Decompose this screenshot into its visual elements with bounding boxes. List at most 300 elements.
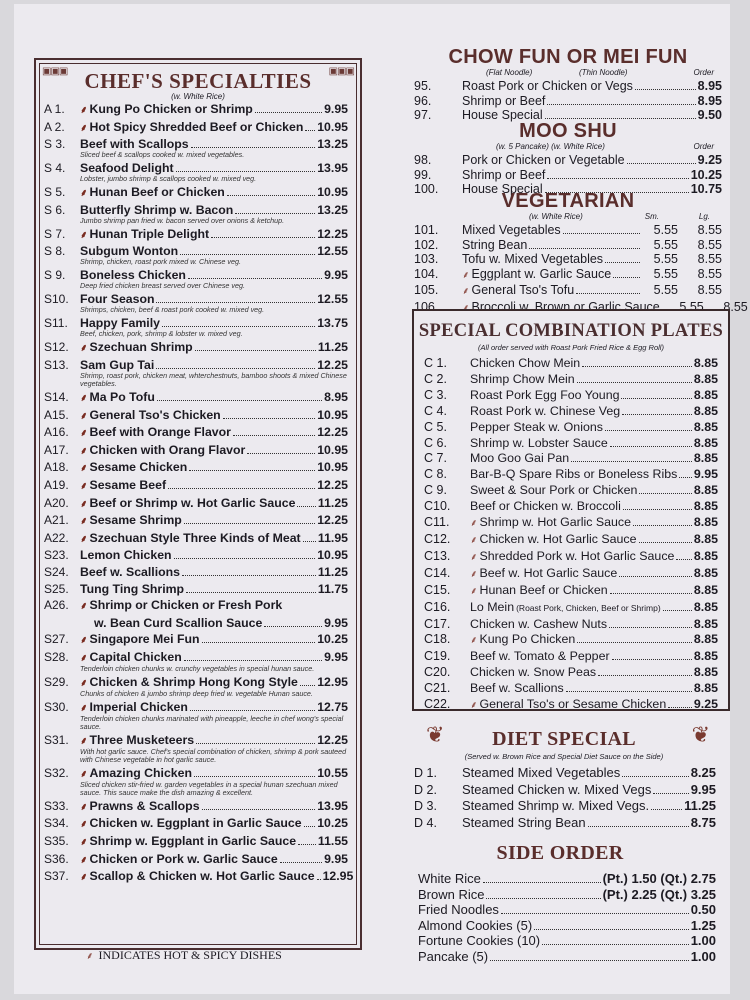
menu-item — [414, 153, 722, 168]
dot-leader — [298, 844, 316, 845]
item-price: (Pt.) 2.25 (Qt.) 3.25 — [602, 886, 716, 902]
dot-leader — [588, 826, 689, 827]
menu-item — [424, 665, 718, 681]
item-name: Tung Ting Shrimp — [80, 581, 185, 596]
column-header: Lg. — [698, 212, 710, 221]
item-name: Beef w. Scallions — [470, 681, 564, 696]
chef-items — [44, 102, 354, 887]
price-small: 5.55 — [653, 237, 678, 252]
section-title: CHEF'S SPECIALTIES — [84, 69, 312, 93]
item-price: 10.75 — [690, 182, 722, 197]
item-description: Deep fried chicken breast served over Chinese veg. — [80, 281, 246, 291]
menu-item — [418, 918, 716, 934]
item-price: 8.85 — [693, 371, 718, 386]
item-name: Ma Po Tofu — [89, 389, 155, 404]
dot-leader — [304, 826, 316, 827]
item-price: 8.85 — [693, 565, 718, 580]
item-name: Pork or Chicken or Vegetable — [462, 153, 625, 167]
menu-item — [44, 799, 348, 815]
price-large: 8.55 — [697, 266, 722, 281]
chili-icon: ⸙ — [80, 635, 88, 647]
item-name: Szechuan Shrimp — [89, 340, 193, 355]
item-number: S24. — [44, 564, 69, 579]
item-name: Lemon Chicken — [80, 548, 172, 563]
chili-icon: ⸙ — [80, 652, 88, 664]
item-price: 8.25 — [690, 765, 716, 780]
item-price: 12.55 — [317, 292, 348, 307]
dot-leader — [529, 248, 640, 249]
item-name: Beef with Scallops — [80, 137, 189, 152]
item-name: Sesame Shrimp — [89, 513, 182, 528]
item-number: A26. — [44, 598, 69, 613]
item-name: Chicken & Shrimp Hong Kong Style — [89, 674, 298, 689]
chili-icon: ⸙ — [80, 735, 88, 747]
chili-icon: ⸙ — [80, 229, 88, 241]
section-title: CHOW FUN OR MEI FUN — [448, 46, 688, 68]
item-name: Roast Pork or Chicken or Vegs — [462, 79, 633, 93]
item-price: 8.85 — [693, 531, 718, 546]
item-price: 9.95 — [324, 268, 348, 283]
chili-icon: ⸙ — [470, 568, 478, 580]
menu-item — [414, 238, 722, 253]
item-number: S 5. — [44, 185, 66, 200]
dot-leader — [610, 593, 692, 594]
dot-leader — [609, 627, 692, 628]
item-price: 11.25 — [317, 564, 348, 579]
menu-item — [414, 168, 722, 183]
dot-leader — [610, 446, 692, 447]
item-number: A21. — [44, 513, 69, 528]
item-number: C 9. — [424, 483, 447, 498]
item-name: Amazing Chicken — [89, 765, 192, 780]
item-price: 10.25 — [317, 632, 348, 647]
dot-leader — [176, 171, 316, 172]
item-price: 10.95 — [317, 442, 348, 457]
chili-icon: ⸙ — [470, 585, 478, 597]
dot-leader — [653, 793, 688, 794]
item-price: 8.85 — [693, 387, 718, 402]
item-price: 10.95 — [317, 185, 348, 200]
dot-leader — [622, 414, 692, 415]
menu-item — [424, 356, 718, 372]
dot-leader — [635, 89, 696, 90]
item-name: Boneless Chicken — [80, 268, 186, 283]
item-name: Chicken with Orang Flavor — [89, 442, 246, 457]
menu-item — [424, 583, 718, 600]
item-number: C 8. — [424, 467, 447, 482]
dot-leader — [486, 898, 600, 899]
item-number: C21. — [424, 681, 451, 696]
item-name: Sweet & Sour Pork or Chicken — [470, 483, 638, 498]
dot-leader — [633, 525, 692, 526]
dot-leader — [582, 366, 692, 367]
item-name: Chicken w. Cashew Nuts — [470, 616, 608, 631]
item-name: Beef w. Scallions — [80, 564, 181, 579]
item-price: 12.25 — [317, 513, 348, 528]
chili-icon: ⸙ — [462, 269, 470, 281]
item-name: Shrimp or Beef — [462, 93, 546, 108]
dot-leader — [184, 660, 322, 661]
item-name: Szechuan Style Three Kinds of Meat — [89, 530, 301, 545]
dot-leader — [305, 130, 315, 131]
dot-leader — [547, 178, 688, 179]
chili-icon: ⸙ — [470, 635, 478, 647]
item-name: Hunan Triple Delight — [89, 226, 210, 241]
dot-leader — [280, 862, 322, 863]
item-number: C17. — [424, 616, 451, 631]
dot-leader — [663, 610, 692, 611]
item-price: 12.75 — [317, 699, 348, 714]
chili-icon: ⸙ — [470, 700, 478, 712]
menu-item — [418, 902, 716, 918]
section-title: DIET SPECIAL — [492, 728, 636, 750]
item-price: 1.00 — [690, 948, 716, 964]
chili-icon: ⸙ — [80, 188, 88, 200]
item-number: 95. — [414, 79, 432, 93]
item-number: 102. — [414, 237, 439, 252]
item-number: D 1. — [414, 766, 437, 780]
item-price: 8.85 — [693, 403, 718, 418]
item-price: 11.95 — [317, 530, 348, 545]
dot-leader — [483, 882, 601, 883]
dot-leader — [605, 262, 640, 263]
item-number: C18. — [424, 632, 451, 647]
item-name: Chicken Chow Mein — [470, 356, 581, 370]
item-number: S30. — [44, 699, 69, 714]
chili-icon: ⸙ — [80, 533, 88, 545]
item-name: Hot Spicy Shredded Beef or Chicken — [89, 119, 304, 134]
item-price: 8.85 — [693, 649, 718, 664]
chili-icon: ⸙ — [80, 702, 88, 714]
moo-shu-section — [414, 120, 722, 197]
item-price: 8.85 — [693, 499, 718, 514]
item-number: 106. — [414, 299, 439, 314]
item-price: 8.85 — [693, 356, 718, 370]
column-header: Order — [693, 68, 714, 77]
item-price: 0.50 — [690, 902, 716, 918]
item-number: C16. — [424, 599, 451, 614]
item-number: C11. — [424, 515, 450, 530]
item-number: C12. — [424, 531, 451, 546]
item-number: D 2. — [414, 782, 437, 797]
item-price: 9.95 — [690, 781, 716, 797]
menu-item — [44, 816, 348, 832]
item-name: Butterfly Shrimp w. Bacon — [80, 202, 234, 217]
item-number: S 4. — [44, 161, 66, 176]
item-number: S25. — [44, 581, 69, 596]
item-price: 10.95 — [317, 548, 348, 563]
item-name: Four Season — [80, 292, 155, 307]
dot-leader — [547, 104, 695, 105]
item-description: With hot garlic sauce. Chef's special combination of chicken, shrimp & pork sauteed with Chinese vegetable in hot garlic sauce. — [80, 746, 347, 764]
chili-icon: ⸙ — [80, 837, 88, 849]
dot-leader — [668, 707, 692, 708]
dot-leader — [156, 302, 315, 303]
price-large: 8.55 — [697, 283, 722, 298]
item-number: 105. — [414, 283, 439, 298]
item-price: 9.95 — [324, 615, 348, 630]
item-price: 12.25 — [317, 425, 348, 440]
item-price: 8.85 — [693, 582, 718, 597]
item-description: Beef, chicken, pork, shrimp & lobster w. mixed veg. — [80, 329, 243, 339]
item-name: Pancake (5) — [418, 948, 489, 964]
dot-leader — [157, 400, 322, 401]
menu-item — [44, 834, 348, 850]
item-number: S 9. — [44, 268, 66, 283]
chili-icon: ⸙ — [470, 551, 478, 563]
chili-icon: ⸙ — [80, 819, 88, 831]
item-price: 13.95 — [317, 161, 348, 176]
menu-item — [44, 340, 348, 356]
item-number: C 6. — [424, 435, 447, 450]
item-number: C13. — [424, 548, 451, 563]
dot-leader — [576, 293, 640, 294]
item-name: Steamed Mixed Vegetables — [462, 765, 621, 780]
item-name: Sesame Chicken — [89, 460, 188, 475]
item-number: C 1. — [424, 356, 447, 370]
dot-leader — [182, 575, 316, 576]
menu-item — [424, 388, 718, 404]
section-subtitle: (All order served with Roast Pork Fried Rice & Egg Roll) — [478, 343, 664, 352]
item-number: C 4. — [424, 403, 447, 418]
menu-item — [44, 565, 348, 580]
menu-item — [414, 223, 722, 238]
menu-item — [44, 185, 348, 201]
menu-item — [418, 949, 716, 965]
item-price: 9.95 — [693, 467, 718, 482]
item-name: Pepper Steak w. Onions — [470, 419, 603, 434]
item-price: 8.95 — [324, 389, 348, 404]
item-number: S14. — [44, 389, 69, 404]
menu-item — [424, 649, 718, 665]
dot-leader — [211, 237, 315, 238]
item-price: 10.95 — [317, 119, 348, 134]
item-name: Lo Mein — [470, 599, 515, 614]
item-description: Sliced beef & scallops cooked w. mixed vegetables. — [80, 150, 245, 160]
dot-leader — [184, 523, 315, 524]
item-price: 10.25 — [690, 167, 722, 182]
item-number: C19. — [424, 649, 451, 664]
veg-items — [414, 223, 748, 317]
item-number: S13. — [44, 357, 69, 372]
menu-item — [44, 478, 348, 494]
dot-leader — [227, 195, 315, 196]
item-name: Steamed Shrimp w. Mixed Vegs. — [462, 798, 650, 813]
dot-leader — [577, 382, 692, 383]
item-price: 11.75 — [317, 581, 348, 596]
menu-item — [414, 252, 722, 267]
price-large: 8.55 — [697, 223, 722, 237]
dot-leader — [566, 691, 692, 692]
ornament-icon: ▣▣▣ — [42, 66, 68, 77]
item-description: Chunks of chicken & jumbo shrimp deep fried w. vegetable Hunan sauce. — [80, 688, 313, 698]
menu-item — [44, 102, 348, 118]
item-name: Tofu w. Mixed Vegetables — [462, 252, 604, 267]
item-name: Singapore Mei Fun — [89, 632, 200, 647]
menu-item — [44, 852, 348, 868]
dot-leader — [194, 776, 315, 777]
item-number: S28. — [44, 649, 69, 664]
price-small: 5.55 — [653, 283, 678, 298]
dot-leader — [619, 576, 692, 577]
item-price: 10.95 — [317, 460, 348, 475]
chili-icon: ⸙ — [80, 768, 88, 780]
item-number: 98. — [414, 153, 432, 167]
item-price: 9.50 — [697, 108, 722, 123]
item-number: S33. — [44, 798, 69, 813]
chili-icon: ⸙ — [80, 410, 88, 422]
combo-items — [414, 356, 728, 714]
price-small: 5.55 — [653, 266, 678, 281]
menu-item — [424, 483, 718, 499]
item-number: A17. — [44, 442, 69, 457]
item-name: Shrimp Chow Mein — [470, 371, 575, 386]
dot-leader — [191, 147, 316, 148]
item-number: S11. — [44, 316, 68, 331]
chili-icon: ⸙ — [80, 480, 88, 492]
item-price: 9.95 — [324, 649, 348, 664]
item-name: Almond Cookies (5) — [418, 917, 533, 933]
item-number: A16. — [44, 425, 69, 440]
menu-item — [424, 681, 718, 697]
chili-icon: ⸙ — [80, 601, 88, 613]
item-number: S10. — [44, 292, 69, 307]
item-price: 8.85 — [693, 632, 718, 647]
item-number: S 7. — [44, 226, 66, 241]
item-description: Shrimp, roast pork, chicken meat, whterchestnuts, bamboo shoots & mixed Chinese vegetables. — [80, 370, 347, 388]
menu-item — [424, 600, 718, 617]
item-name: Happy Family — [80, 316, 160, 331]
dot-leader — [612, 659, 692, 660]
item-price: 12.25 — [317, 732, 348, 747]
item-description: Lobster, jumbo shrimp & scallops cooked w. mixed veg. — [80, 174, 257, 184]
item-number: A19. — [44, 477, 69, 492]
item-number: 97. — [414, 108, 432, 123]
item-description: Sliced chicken stir-fried w. garden vegetables in a special hunan szechuan mixed sauce. This sauce make the dish amazing & excellent. — [80, 779, 338, 797]
item-number: S35. — [44, 834, 69, 849]
item-number: S31. — [44, 732, 69, 747]
item-name: Broccoli w. Brown or Garlic Sauce — [471, 299, 660, 314]
item-number: C 7. — [424, 451, 447, 466]
item-name: Sam Gup Tai — [80, 357, 155, 372]
price-small: 5.55 — [679, 299, 704, 314]
menu-item — [424, 697, 718, 714]
item-name: Fortune Cookies (10) — [418, 933, 541, 949]
dot-leader — [317, 879, 321, 880]
dot-leader — [627, 163, 696, 164]
legend: ⸙ INDICATES HOT & SPICY DISHES — [86, 948, 282, 962]
dot-leader — [303, 541, 316, 542]
item-number: D 3. — [414, 799, 437, 813]
chili-icon: ⸙ — [80, 801, 88, 813]
item-price: 13.25 — [317, 137, 348, 152]
combination-box — [412, 309, 730, 711]
bird-icon: ❦ — [426, 722, 445, 747]
section-subtitle: (Served w. Brown Rice and Special Diet Sauce on the Side) — [464, 752, 664, 761]
dot-leader — [202, 809, 316, 810]
vegetarian-section — [414, 190, 748, 317]
dot-leader — [621, 398, 691, 399]
dot-leader — [598, 675, 692, 676]
item-price: 11.25 — [317, 495, 348, 510]
side-items — [404, 871, 716, 965]
item-name: Capital Chicken — [89, 649, 182, 664]
menu-item — [424, 566, 718, 583]
chili-icon: ⸙ — [80, 854, 88, 866]
item-price: 8.85 — [693, 665, 718, 680]
item-name: Bar-B-Q Spare Ribs or Boneless Ribs — [470, 467, 678, 482]
item-number: S32. — [44, 765, 69, 780]
item-name: Shrimp or Beef — [462, 167, 546, 182]
dot-leader — [622, 776, 688, 777]
chow-items — [414, 79, 722, 123]
menu-item — [418, 887, 716, 903]
dot-leader — [247, 453, 315, 454]
menu-item — [424, 515, 718, 532]
item-description: Tenderloin chicken chunks marinated with pineapple, leeche in chef wong's special sauce. — [80, 713, 344, 731]
item-price: 1.25 — [690, 917, 716, 933]
menu-item — [424, 404, 718, 420]
dot-leader — [501, 913, 689, 914]
item-name: Shrimp or Chicken or Fresh Pork — [89, 598, 283, 613]
item-price: 10.55 — [317, 765, 348, 780]
diet-items — [404, 765, 724, 831]
item-price: 1.00 — [690, 933, 716, 949]
side-order-section — [404, 842, 716, 965]
menu-item — [414, 94, 722, 109]
menu-item — [44, 460, 348, 476]
item-number: S12. — [44, 340, 69, 355]
item-price: 10.25 — [317, 816, 348, 831]
item-number: S34. — [44, 816, 69, 831]
item-number: S27. — [44, 632, 69, 647]
dot-leader — [639, 493, 692, 494]
item-number: C 5. — [424, 419, 447, 434]
item-price: 8.85 — [693, 435, 718, 450]
item-price: 12.25 — [317, 357, 348, 372]
item-name: Sesame Beef — [89, 477, 167, 492]
item-price: 9.95 — [324, 851, 348, 866]
chili-icon: ⸙ — [80, 122, 88, 134]
item-number: A20. — [44, 495, 69, 510]
item-price: 8.95 — [697, 79, 722, 93]
menu-item — [424, 549, 718, 566]
item-number: 101. — [414, 223, 439, 237]
chili-icon: ⸙ — [80, 343, 88, 355]
item-name: Imperial Chicken — [89, 699, 188, 714]
menu-item — [424, 532, 718, 549]
menu-item — [424, 451, 718, 467]
section-note: (w. White Rice) — [529, 212, 583, 221]
item-number: D 4. — [414, 815, 437, 830]
dot-leader — [542, 944, 689, 945]
menu-item — [44, 425, 348, 441]
menu-item — [424, 632, 718, 649]
menu-item — [414, 782, 716, 799]
menu-item — [424, 499, 718, 515]
chili-icon: ⸙ — [80, 463, 88, 475]
item-name: Shrimp w. Lobster Sauce — [470, 435, 608, 450]
item-number: 104. — [414, 266, 439, 281]
dot-leader — [255, 112, 322, 113]
chili-icon: ⸙ — [462, 286, 470, 298]
dot-leader — [639, 542, 692, 543]
item-number: A 2. — [44, 119, 65, 134]
item-number: A 1. — [44, 102, 65, 116]
chili-icon: ⸙ — [80, 872, 88, 884]
item-name: Scallop & Chicken w. Hot Garlic Sauce — [89, 869, 315, 884]
item-price: 13.75 — [317, 316, 348, 331]
